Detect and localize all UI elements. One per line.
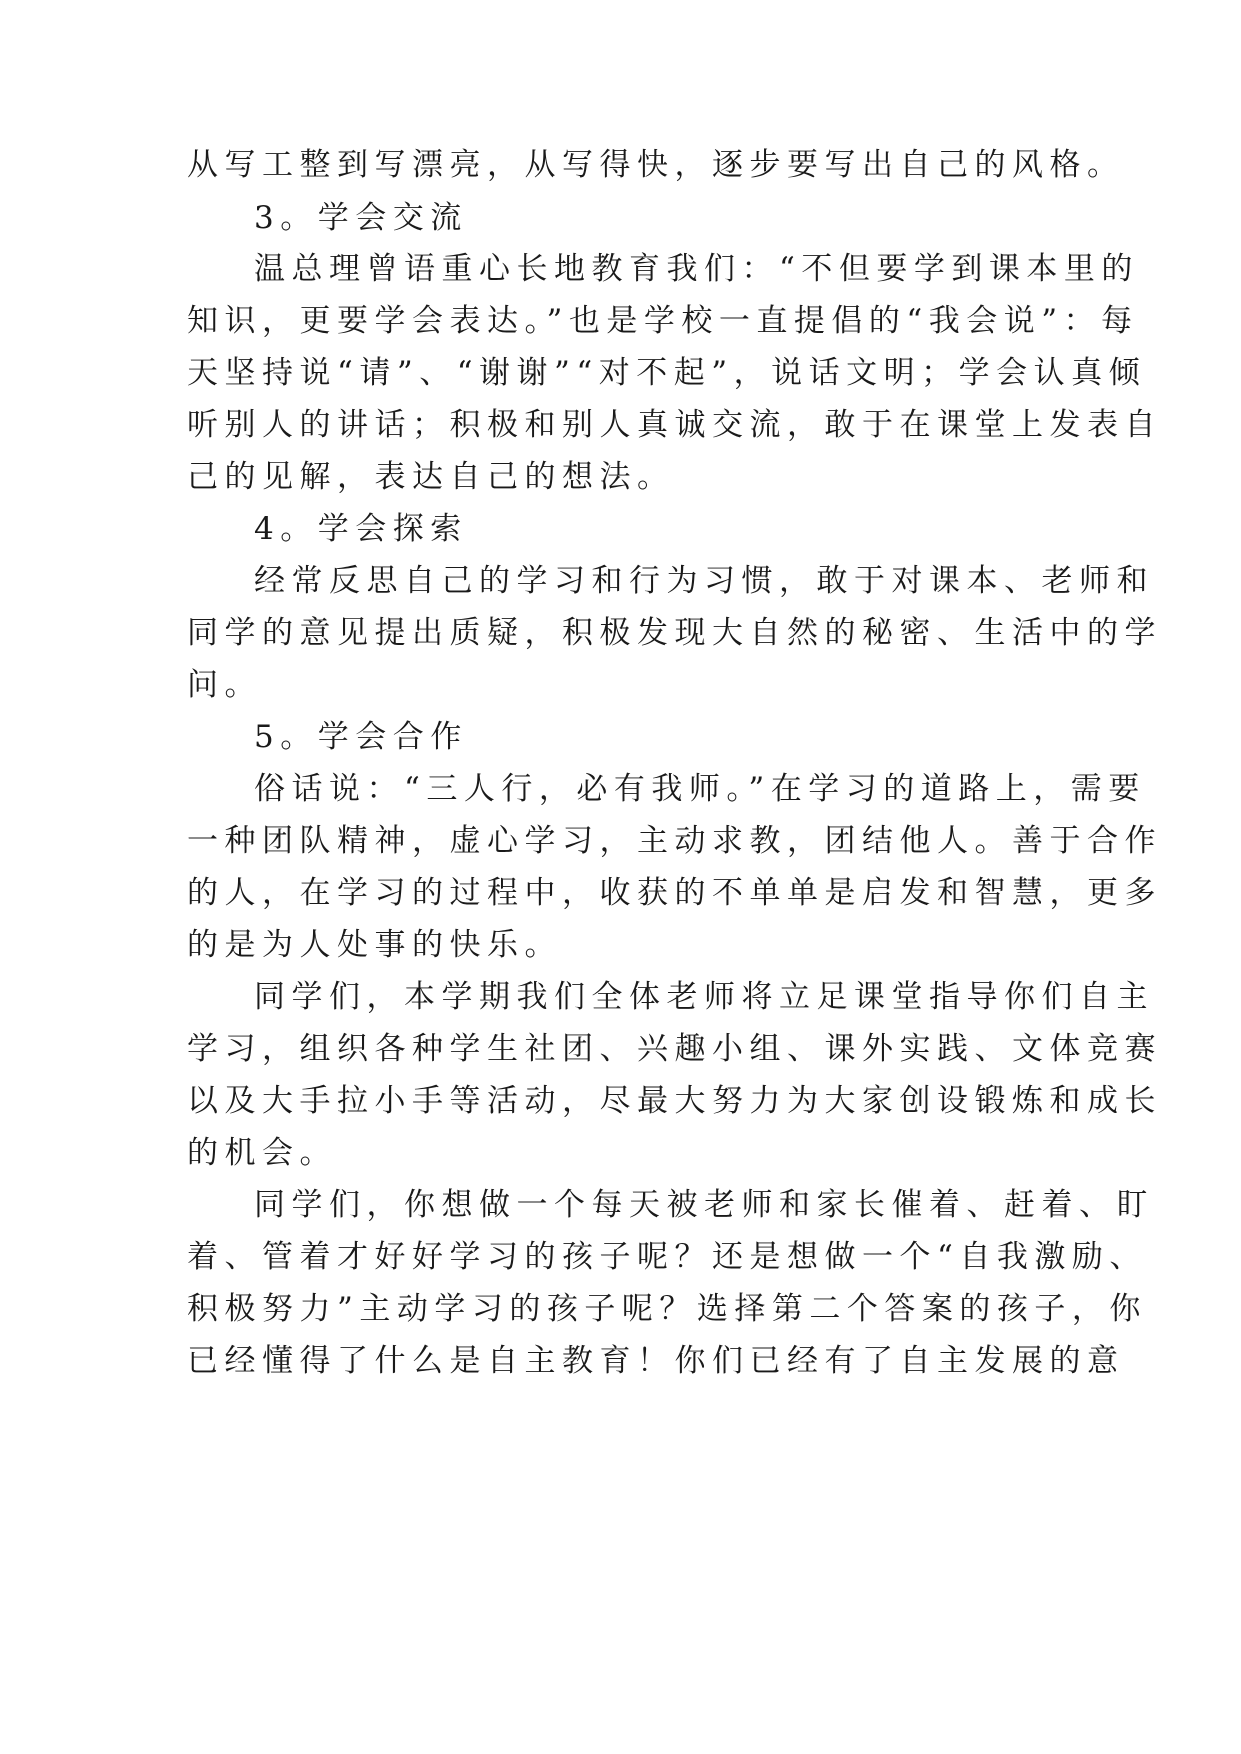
text-line: 一种团队精神，虚心学习，主动求教，团结他人。善于合作 — [187, 823, 1162, 859]
text-line: 已经懂得了什么是自主教育！你们已经有了自主发展的意 — [187, 1343, 1125, 1379]
text-line: 积极努力”主动学习的孩子呢？选择第二个答案的孩子，你 — [187, 1291, 1147, 1327]
text-line: 的是为人处事的快乐。 — [187, 927, 562, 963]
text-line: 温总理曾语重心长地教育我们：“不但要学到课本里的 — [254, 251, 1139, 287]
text-line: 从写工整到写漂亮，从写得快，逐步要写出自己的风格。 — [187, 147, 1125, 183]
text-line: 俗话说：“三人行，必有我师。”在学习的道路上，需要 — [254, 771, 1146, 807]
text-line: 己的见解，表达自己的想法。 — [187, 459, 675, 495]
text-line: 知识，更要学会表达。”也是学校一直提倡的“我会说”：每 — [187, 303, 1139, 339]
text-line: 学习，组织各种学生社团、兴趣小组、课外实践、文体竞赛 — [187, 1031, 1162, 1067]
section-heading: 4。学会探索 — [254, 511, 468, 547]
text-line: 问。 — [187, 667, 262, 703]
text-line: 的人，在学习的过程中，收获的不单单是启发和智慧，更多 — [187, 875, 1162, 911]
text-line: 天坚持说“请”、“谢谢”“对不起”，说话文明；学会认真倾 — [187, 355, 1147, 391]
text-line: 同学们，本学期我们全体老师将立足课堂指导你们自主 — [254, 979, 1154, 1015]
text-line: 的机会。 — [187, 1135, 337, 1171]
text-line: 着、管着才好好学习的孩子呢？还是想做一个“自我激励、 — [187, 1239, 1147, 1275]
text-line: 听别人的讲话；积极和别人真诚交流，敢于在课堂上发表自 — [187, 407, 1162, 443]
text-line: 同学的意见提出质疑，积极发现大自然的秘密、生活中的学 — [187, 615, 1162, 651]
text-line: 同学们，你想做一个每天被老师和家长催着、赶着、盯 — [254, 1187, 1154, 1223]
section-heading: 5。学会合作 — [254, 719, 468, 755]
text-line: 经常反思自己的学习和行为习惯，敢于对课本、老师和 — [254, 563, 1154, 599]
section-heading: 3。学会交流 — [254, 200, 468, 236]
text-line: 以及大手拉小手等活动，尽最大努力为大家创设锻炼和成长 — [187, 1083, 1162, 1119]
